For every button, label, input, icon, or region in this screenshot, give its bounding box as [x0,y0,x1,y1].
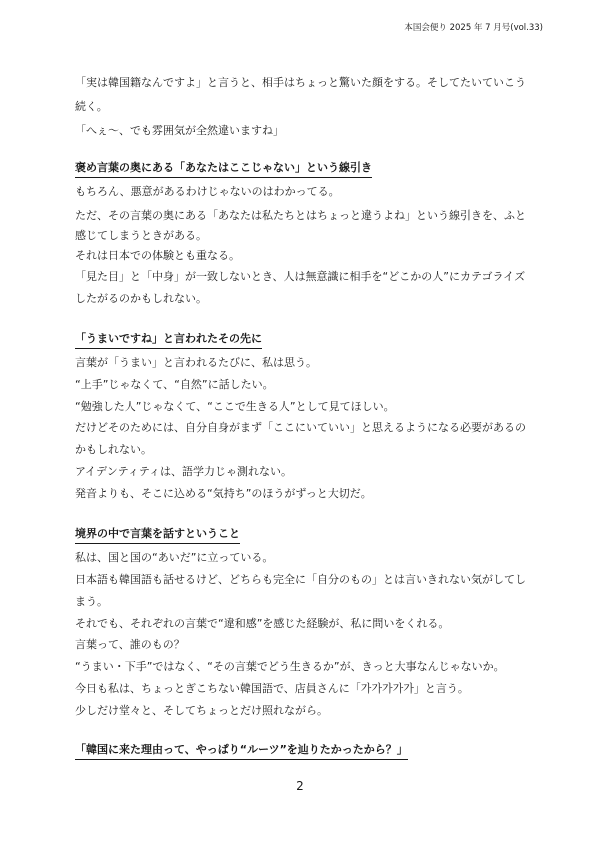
section3-line-5: 言葉って、誰のもの？ [75,638,185,651]
section1-line-3: 感じてしまうときがある。 [75,229,207,242]
section1-line-5: 「見た目」と「中身」が一致しないとき、人は無意識に相手を“どこかの人”にカテゴライズ [75,270,526,283]
section3-line-4: それでも、それぞれの言葉で“違和感”を感じた経験が、私に問いをくれる。 [75,617,450,630]
section3-line-8: 少しだけ堂々と、そしてちょっとだけ照れながら。 [75,704,328,717]
section1-line-1: もちろん、悪意があるわけじゃないのはわかってる。 [75,185,340,198]
section3-line-2: 日本語も韓国語も話せるけど、どちらも完全に「自分のもの」とは言いきれない気がしてし [75,573,526,586]
section2-line-5: かもしれない。 [75,443,152,456]
section-heading-4: 「韓国に来た理由って、やっぱり“ルーツ”を辿りたかったから？」 [75,743,408,760]
intro-line-1: 「実は韓国籍なんですよ」と言うと、相手はちょっと驚いた顔をする。そしてたいていこう [75,76,526,89]
section1-line-2: ただ、その言葉の奥にある「あなたは私たちとはちょっと違うよね」という線引きを、ふと [75,209,526,222]
section2-line-6: アイデンティティは、語学力じゃ測れない。 [75,465,293,478]
section2-line-3: “勉強した人”じゃなくて、“ここで生きる人”として見てほしい。 [75,400,395,413]
intro-line-3: 「へぇ～、でも雰囲気が全然違いますね」 [75,124,284,137]
section2-line-4: だけどそのためには、自分自身がまず「ここにいていい」と思えるようになる必要があるの [75,421,526,434]
section3-line-6: “うまい・下手”ではなく、“その言葉でどう生きるか”が、きっと大事なんじゃないか。 [75,660,505,673]
section2-line-2: “上手”じゃなくて、“自然”に話したい。 [75,378,274,391]
section2-line-1: 言葉が「うまい」と言われるたびに、私は思う。 [75,356,317,369]
newsletter-header: 本国会便り 2025 年 7 月号(vol.33) [404,23,543,33]
page-number: 2 [296,779,304,793]
section-heading-2: 「うまいですね」と言われたその先に [75,332,262,349]
section-heading-3: 境界の中で言葉を話すということ [75,527,240,544]
section2-line-7: 発音よりも、そこに込める“気持ち”のほうがずっと大切だ。 [75,487,372,500]
section-heading-1: 褒め言葉の奥にある「あなたはここじゃない」という線引き [75,161,372,178]
section1-line-4: それは日本での体験とも重なる。 [75,249,240,262]
intro-line-2: 続く。 [75,100,108,113]
section1-line-6: したがるのかもしれない。 [75,292,207,305]
section3-line-1: 私は、国と国の“あいだ”に立っている。 [75,551,274,564]
section3-line-7: 今日も私は、ちょっとぎこちない韓国語で、店員さんに「가가가가가」と言う。 [75,682,469,695]
section3-line-3: まう。 [75,595,108,608]
